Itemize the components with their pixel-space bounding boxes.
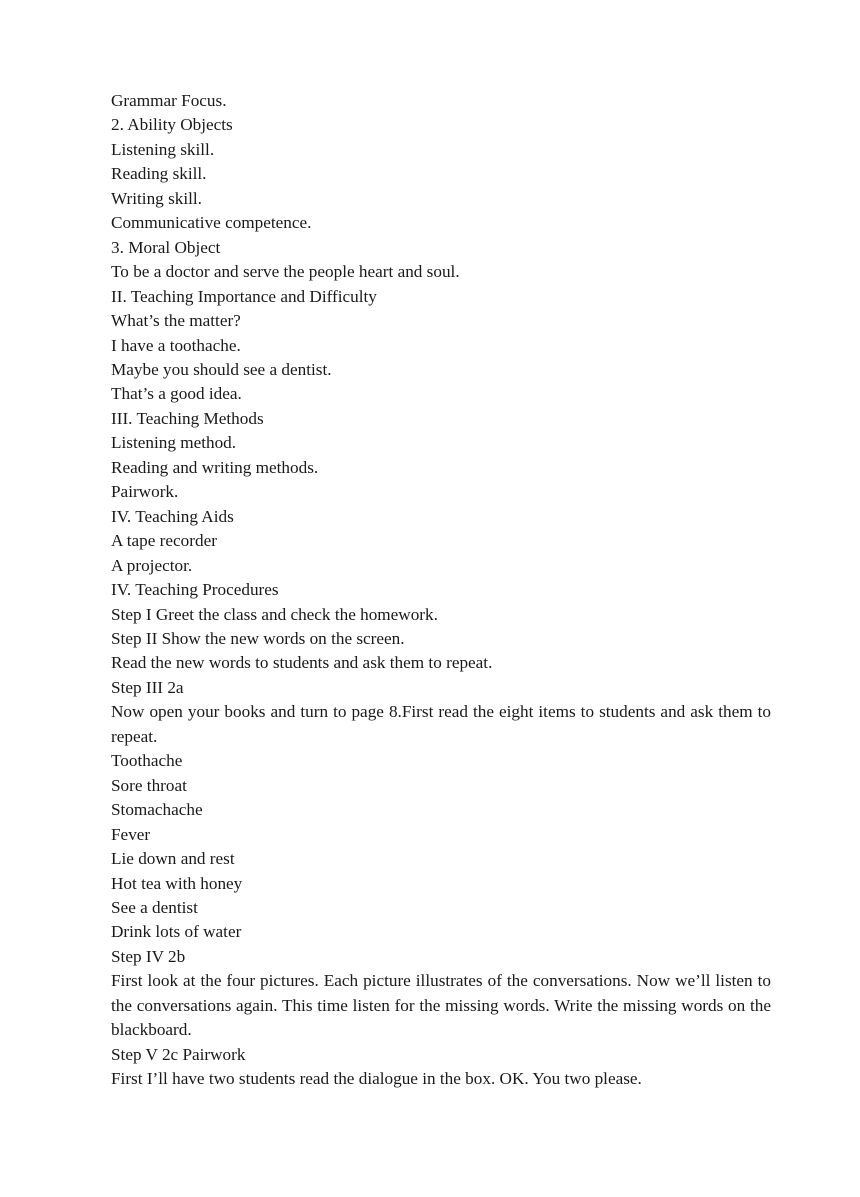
section-heading: III. Teaching Methods [111,408,264,428]
section-heading: II. Teaching Importance and Difficulty [111,286,377,306]
list-item: Fever [111,824,151,844]
text-line: Pairwork. [111,482,179,502]
text-line: Reading skill. [111,164,207,184]
step-line: Step II Show the new words on the screen. [111,628,405,648]
section-heading: IV. Teaching Procedures [111,580,279,600]
list-item: Stomachache [111,800,203,820]
list-item: Sore throat [111,775,187,795]
text-line: A tape recorder [111,531,217,551]
section-heading: IV. Teaching Aids [111,506,234,526]
document-body [111,89,771,1092]
text-line: To be a doctor and serve the people heart and soul. [111,262,460,282]
text-line: That’s a good idea. [111,384,242,404]
text-line: Maybe you should see a dentist. [111,359,332,379]
paragraph-2a: Now open your books and turn to page 8.First read the eight items to students and ask them to repeat. [111,702,771,746]
text-line: Listening method. [111,433,237,453]
text-line: Grammar Focus. [111,91,227,110]
step-line: Step I Greet the class and check the homework. [111,604,438,624]
list-item: Lie down and rest [111,849,235,869]
text-line: Writing skill. [111,188,202,208]
text-line: Read the new words to students and ask them to repeat. [111,653,493,673]
text-line: Communicative competence. [111,213,312,233]
section-heading: 2. Ability Objects [111,115,233,135]
list-item: Hot tea with honey [111,873,243,893]
list-item: Toothache [111,751,183,771]
text-line: I have a toothache. [111,335,241,355]
text-line: What’s the matter? [111,311,241,331]
section-heading: 3. Moral Object [111,237,221,257]
step-line: Step IV 2b [111,946,186,966]
list-item: Drink lots of water [111,922,242,942]
step-line: Step III 2a [111,677,184,697]
text-line: A projector. [111,555,193,575]
paragraph-2b: First look at the four pictures. Each picture illustrates of the conversations. Now we’ll listen to the conversations again. This time listen for the missing words. Write the missing words on the blackboard. [111,971,771,1040]
text-line: Listening skill. [111,139,215,159]
paragraph-2c: First I’ll have two students read the dialogue in the box. OK. You two please. [111,1069,642,1089]
list-item: See a dentist [111,897,198,917]
step-line: Step V 2c Pairwork [111,1044,246,1064]
text-line: Reading and writing methods. [111,457,319,477]
